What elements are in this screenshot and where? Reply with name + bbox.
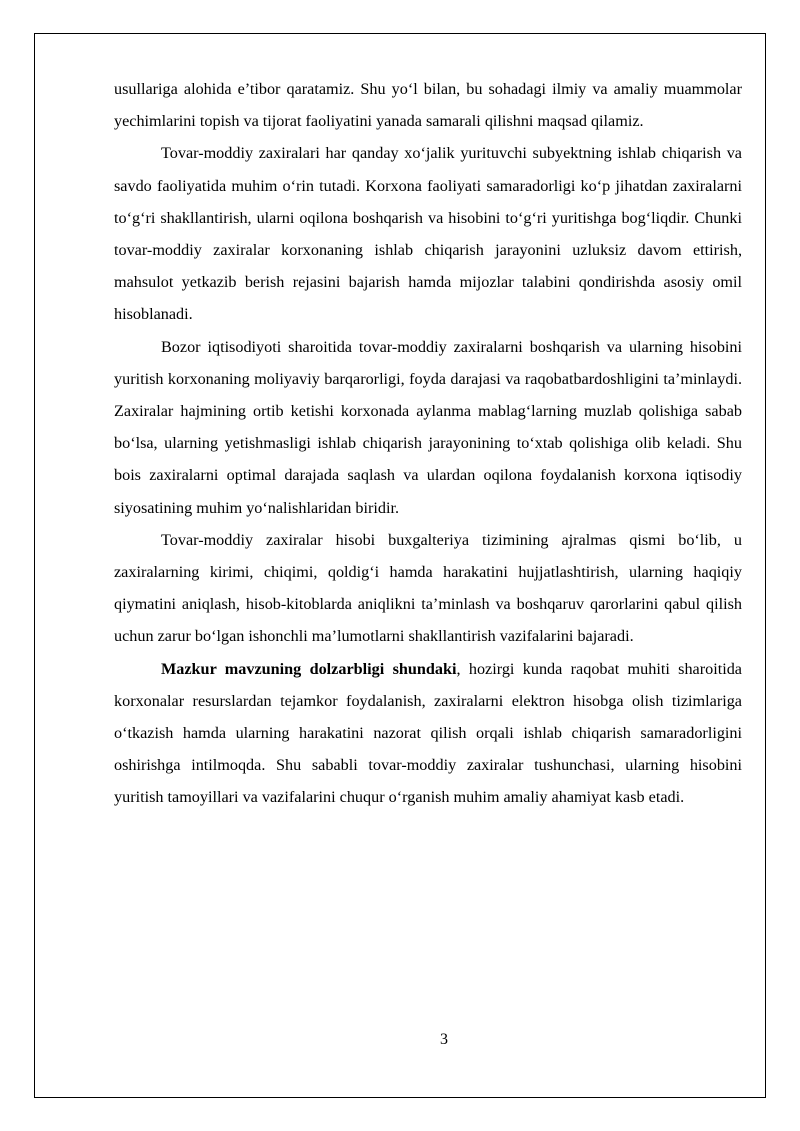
paragraph-1: usullariga alohida e’tibor qaratamiz. Shu yo‘l bilan, bu sohadagi ilmiy va amaliy muammolar yechimlarini topish va tijorat faoliyatini yanada samarali qilishni maqsad qilamiz. <box>114 80 742 131</box>
paragraph-4: Tovar-moddiy zaxiralar hisobi buxgalteriya tizimining ajralmas qismi bo‘lib, u zaxiralarning kirimi, chiqimi, qoldig‘i hamda harakatini hujjatlashtirish, ularning haqiqiy qiymatini aniqlash, hisob-kitoblarda aniqlikni ta’minlash va boshqaruv qarorlarini qabul qilish uchun zarur bo‘lgan ishonchli ma’lumotlarni shakllantirish vazifalarini bajaradi. <box>114 530 742 646</box>
paragraph-5-bold-lead: Mazkur mavzuning dolzarbligi shundaki <box>161 659 457 678</box>
paragraph-5 <box>114 653 742 814</box>
paragraph-2: Tovar-moddiy zaxiralari har qanday xo‘jalik yurituvchi subyektning ishlab chiqarish va savdo faoliyatida muhim o‘rin tutadi. Korxona faoliyati samaradorligi ko‘p jihatdan zaxiralarni to‘g‘ri shakllantirish, ularni oqilona boshqarish va hisobini to‘g‘ri yuritishga bog‘liqdir. Chunki tovar-moddiy zaxiralar korxonaning ishlab chiqarish jarayonini uzluksiz davom ettirish, mahsulot yetkazib berish rejasini bajarish hamda mijozlar talabini qondirishda asosiy omil hisoblanadi. <box>114 144 742 324</box>
paragraph-3: Bozor iqtisodiyoti sharoitida tovar-moddiy zaxiralarni boshqarish va ularning hisobini yuritish korxonaning moliyaviy barqarorligi, foyda darajasi va raqobatbardoshligini ta’minlaydi. Zaxiralar hajmining ortib ketishi korxonada aylanma mablag‘larning muzlab qolishiga sabab bo‘lsa, ularning yetishmasligi ishlab chiqarish jarayonining to‘xtab qolishiga olib keladi. Shu bois zaxiralarni optimal darajada saqlash va ulardan oqilona foydalanish korxona iqtisodiy siyosatining muhim yo‘nalishlaridan biridir. <box>114 337 742 517</box>
paragraph-5-text: , hozirgi kunda raqobat muhiti sharoitida korxonalar resurslardan tejamkor foydalanish, zaxiralarni elektron hisobga olish tizimlariga o‘tkazish hamda ularning harakatini nazorat qilish orqali ishlab chiqarish samaradorligini oshirishga intilmoqda. Shu sababli tovar-moddiy zaxiralar tushunchasi, ularning hisobini yuritish tamoyillari va vazifalarini chuqur o‘rganish muhim amaliy ahamiyat kasb etadi. <box>114 659 742 807</box>
page-number: 3 <box>440 1031 448 1048</box>
document-body <box>114 73 742 814</box>
